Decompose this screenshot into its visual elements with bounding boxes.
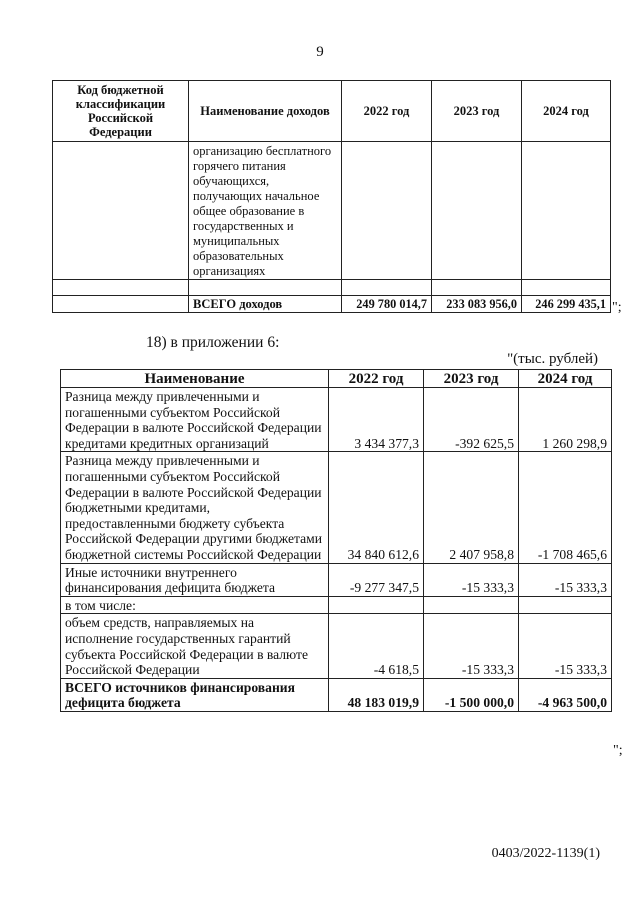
value-2022: 3 434 377,3 <box>329 388 424 452</box>
table-row <box>53 142 611 280</box>
header-2023: 2023 год <box>424 370 519 388</box>
header-2022: 2022 год <box>329 370 424 388</box>
page-number: 9 <box>316 44 324 60</box>
header-revenue-name: Наименование доходов <box>189 81 342 142</box>
revenue-name-cell: организацию бесплатного горячего питания обучающихся, получающих начальное общее образование в государственных и муниципальных образовательных организациях <box>189 142 342 280</box>
row-name: объем средств, направляемых на исполнение государственных гарантий субъекта Российской Федерации в валюте Российской Федерации <box>61 614 329 678</box>
table-row <box>61 388 612 452</box>
value-2023 <box>424 596 519 614</box>
document-code: 0403/2022-1139(1) <box>491 846 600 861</box>
table-row <box>61 596 612 614</box>
table-row <box>61 563 612 596</box>
code-cell <box>53 142 189 280</box>
empty-cell <box>432 280 522 296</box>
header-2022: 2022 год <box>342 81 432 142</box>
financing-table-header <box>61 370 612 388</box>
value-cell <box>342 142 432 280</box>
total-label: ВСЕГО источников финансирования дефицита бюджета <box>61 678 329 711</box>
row-name: Разница между привлеченными и погашенными субъектом Российской Федерации в валюте Российской Федерации бюджетными кредитами, предоставленными бюджету субъекта Российской Федерации другими бюджетами бюджетной системы Российской Федерации <box>61 452 329 563</box>
value-2023: -392 625,5 <box>424 388 519 452</box>
value-cell <box>432 142 522 280</box>
total-2023: -1 500 000,0 <box>424 678 519 711</box>
closing-quote: "; <box>613 743 623 758</box>
table-row <box>61 452 612 563</box>
value-2022: 34 840 612,6 <box>329 452 424 563</box>
header-code: Код бюджетной классификации Российской Федерации <box>53 81 189 142</box>
revenue-total-row <box>53 296 611 313</box>
total-label: ВСЕГО доходов <box>189 296 342 313</box>
value-2024: -15 333,3 <box>519 614 612 678</box>
empty-cell <box>342 280 432 296</box>
revenue-table <box>52 80 611 313</box>
table-row <box>53 280 611 296</box>
empty-cell <box>53 280 189 296</box>
header-2024: 2024 год <box>519 370 612 388</box>
code-cell <box>53 296 189 313</box>
value-2022 <box>329 596 424 614</box>
value-2022: -9 277 347,5 <box>329 563 424 596</box>
section-heading: 18) в приложении 6: <box>146 334 280 351</box>
value-2024 <box>519 596 612 614</box>
value-2023: 2 407 958,8 <box>424 452 519 563</box>
value-2024: -1 708 465,6 <box>519 452 612 563</box>
financing-sources-table <box>60 369 612 712</box>
row-name: в том числе: <box>61 596 329 614</box>
value-2023: -15 333,3 <box>424 563 519 596</box>
value-2022: -4 618,5 <box>329 614 424 678</box>
header-2024: 2024 год <box>522 81 611 142</box>
empty-cell <box>522 280 611 296</box>
total-2024: -4 963 500,0 <box>519 678 612 711</box>
closing-quote: "; <box>612 300 622 315</box>
value-2023: -15 333,3 <box>424 614 519 678</box>
total-2024: 246 299 435,1 <box>522 296 611 313</box>
total-2022: 48 183 019,9 <box>329 678 424 711</box>
revenue-table-header <box>53 81 611 142</box>
total-2023: 233 083 956,0 <box>432 296 522 313</box>
total-2022: 249 780 014,7 <box>342 296 432 313</box>
header-name: Наименование <box>61 370 329 388</box>
financing-total-row <box>61 678 612 711</box>
row-name: Разница между привлеченными и погашенными субъектом Российской Федерации в валюте Российской Федерации кредитами кредитных организаций <box>61 388 329 452</box>
units-note: "(тыс. рублей) <box>507 351 598 367</box>
value-cell <box>522 142 611 280</box>
row-name: Иные источники внутреннего финансирования дефицита бюджета <box>61 563 329 596</box>
header-2023: 2023 год <box>432 81 522 142</box>
table-row <box>61 614 612 678</box>
value-2024: 1 260 298,9 <box>519 388 612 452</box>
empty-cell <box>189 280 342 296</box>
value-2024: -15 333,3 <box>519 563 612 596</box>
